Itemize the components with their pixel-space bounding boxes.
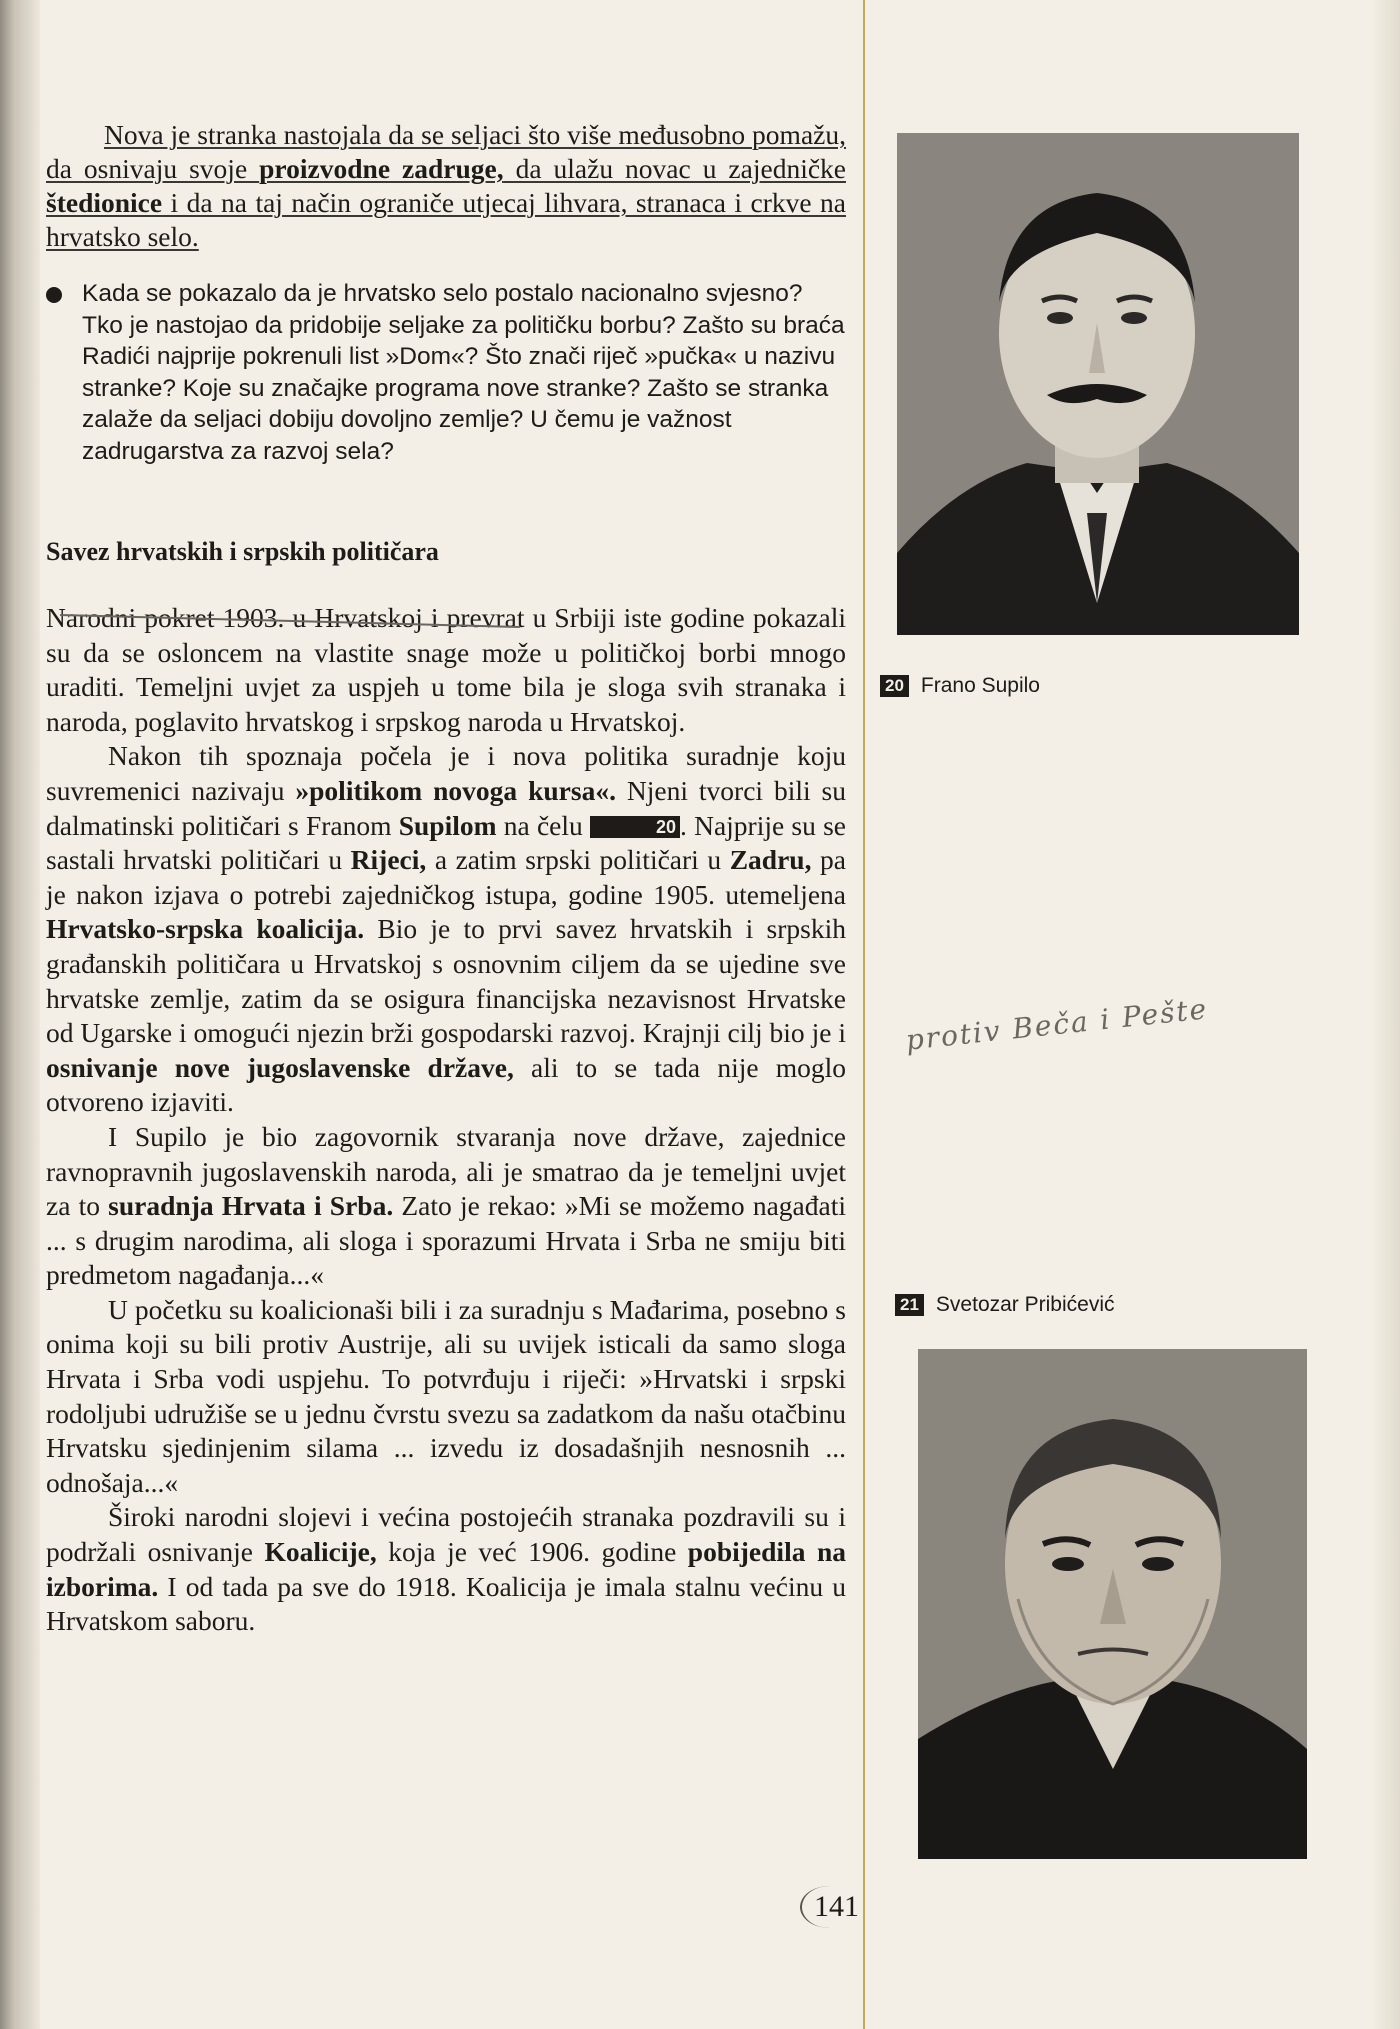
caption-number-20: 20 (880, 675, 909, 697)
portrait-photo-supilo (897, 133, 1299, 635)
p3-text-c: Zato je rekao: »Mi se možemo nagađati ... s drugim narodima, ali sloga i sporazumi Hrvata i Srba ne smiju biti predmetom nagađanja...« (46, 1190, 846, 1291)
p2-text-n: ali to se tada nije moglo otvoreno izjaviti. (46, 1051, 847, 1118)
intro-text-1: Nova je stranka nastojala da se seljaci što više međusobno pomažu, da osnivaju svoje (46, 119, 846, 184)
intro-text-3: i da na taj način ograniče utjecaj lihvara, stranaca i crkve na hrvatsko selo. (46, 187, 846, 252)
column-divider (863, 0, 865, 2029)
p5-bold-koalicije: Koalicije, (264, 1536, 377, 1568)
caption-text-20: Frano Supilo (920, 674, 1040, 697)
paragraph-4: U početku su koalicionaši bili i za suradnju s Mađarima, posebno s onima koji su bili protiv Austrije, ali su uvijek isticali da samo sloga Hrvata i Srba vodi uspjehu. To potvrđuju i riječi: »Hrvatski i srpski rodoljubi udružiše se u jednu čvrstu svezu sa zadatkom da našu otačbinu Hrvatsku sjedinjenim silama ... izvedu iz dosadašnjih nesnosnih ... odnošaja...« (46, 1293, 846, 1498)
p2-text-e: na čelu (496, 809, 590, 841)
page-binding-edge (0, 0, 40, 2029)
intro-paragraph (46, 118, 846, 254)
review-questions (46, 278, 846, 467)
p2-bold-novi-kurs: »politikom novoga kursa«. (295, 774, 616, 806)
questions-text: Kada se pokazalo da je hrvatsko selo postalo nacionalno svjesno? Tko je nastojao da pridobije seljake za političku borbu? Zašto su braća Radići najprije pokrenuli list »Dom«? Što znači riječ »pučka« u nazivu stranke? Koje su značajke programa nove stranke? Zašto se stranka zalaže da seljaci dobiju dovoljno zemlje? U čemu je važnost zadrugarstva za razvoj sela? (82, 280, 845, 465)
p3-bold-suradnja: suradnja Hrvata i Srba. (108, 1190, 394, 1222)
caption-figure-21 (895, 1293, 1114, 1317)
p2-bold-drzava: osnivanje nove jugoslavenske države, (46, 1051, 514, 1083)
intro-text-2: da ulažu novac u zajedničke (503, 153, 846, 184)
p2-bold-rijeci: Rijeci, (350, 844, 427, 876)
portrait-photo-pribicevic (918, 1349, 1307, 1859)
paragraph-3 (46, 1120, 846, 1293)
caption-figure-20 (880, 674, 1040, 698)
p2-bold-koalicija: Hrvatsko-srpska koalicija. (46, 913, 365, 945)
p2-text-l: Bio je to prvi savez hrvatskih i srpskih građanskih političara u Hrvatskoj s osnovnim ciljem da se ujedine sve hrvatske zemlje, zatim da se osigura financijska nezavisnost Hrvatske od Ugarske i omogući njezin brži gospodarski razvoj. Krajnji cilj bio je i (46, 913, 846, 1049)
p2-text-h: a zatim srpski političari u (426, 844, 730, 876)
p3-text-a: I Supilo je bio zagovornik stvaranja nove države, zajednice ravnopravnih jugoslavenskih naroda, ali je smatrao da je temeljni uvjet za to (46, 1120, 846, 1222)
figure-ref-badge: 20 (590, 816, 680, 838)
p2-text-j: pa je nakon izjava o potrebi zajedničkog istupa, godine 1905. utemeljena (46, 844, 846, 910)
p2-bold-zadru: Zadru, (729, 844, 812, 876)
paragraph-5 (46, 1500, 846, 1638)
page-right-edge (1374, 0, 1400, 2029)
p2-text-a: Nakon tih spoznaja počela je i nova politika suradnje koju suvremenici nazivaju (46, 740, 846, 806)
p5-bold-izbori: pobijedila na izborima. (46, 1536, 847, 1602)
caption-number-21: 21 (895, 1294, 924, 1316)
paragraph-1: Narodni pokret 1903. u Hrvatskoj i prevrat u Srbiji iste godine pokazali su da se osloncem na vlastite snage može u političkoj borbi mnogo uraditi. Temeljni uvjet za uspjeh u tome bila je sloga svih stranaka i naroda, poglavito hrvatskog i srpskog naroda u Hrvatskoj. (46, 602, 846, 737)
paragraph-2 (46, 739, 846, 1120)
section-body (46, 601, 846, 1639)
bullet-icon (46, 287, 62, 303)
main-text-column (46, 118, 846, 1639)
page-number: 141 (800, 1886, 859, 1928)
section-title: Savez hrvatskih i srpskih političara (46, 537, 439, 566)
intro-bold-stedionice: štedionice (46, 187, 163, 218)
p2-text-c: Njeni tvorci bili su dalmatinski političari s Franom (46, 774, 846, 841)
p5-text-e: I od tada pa sve do 1918. Koalicija je imala stalnu većinu u Hrvatskom saboru. (46, 1570, 846, 1637)
caption-text-21: Svetozar Pribićević (935, 1293, 1115, 1316)
p5-text-c: koja je već 1906. godine (376, 1536, 688, 1568)
p2-bold-supilom: Supilom (398, 809, 497, 841)
p2-text-f: . Najprije su se sastali hrvatski političari u (46, 809, 846, 876)
handwritten-note: protiv Beča i Pešte (904, 992, 1210, 1057)
p5-text-a: Široki narodni slojevi i većina postojećih stranaka pozdravili su i podržali osnivanje (46, 1501, 846, 1568)
intro-bold-zadruge: proizvodne zadruge, (259, 153, 504, 184)
